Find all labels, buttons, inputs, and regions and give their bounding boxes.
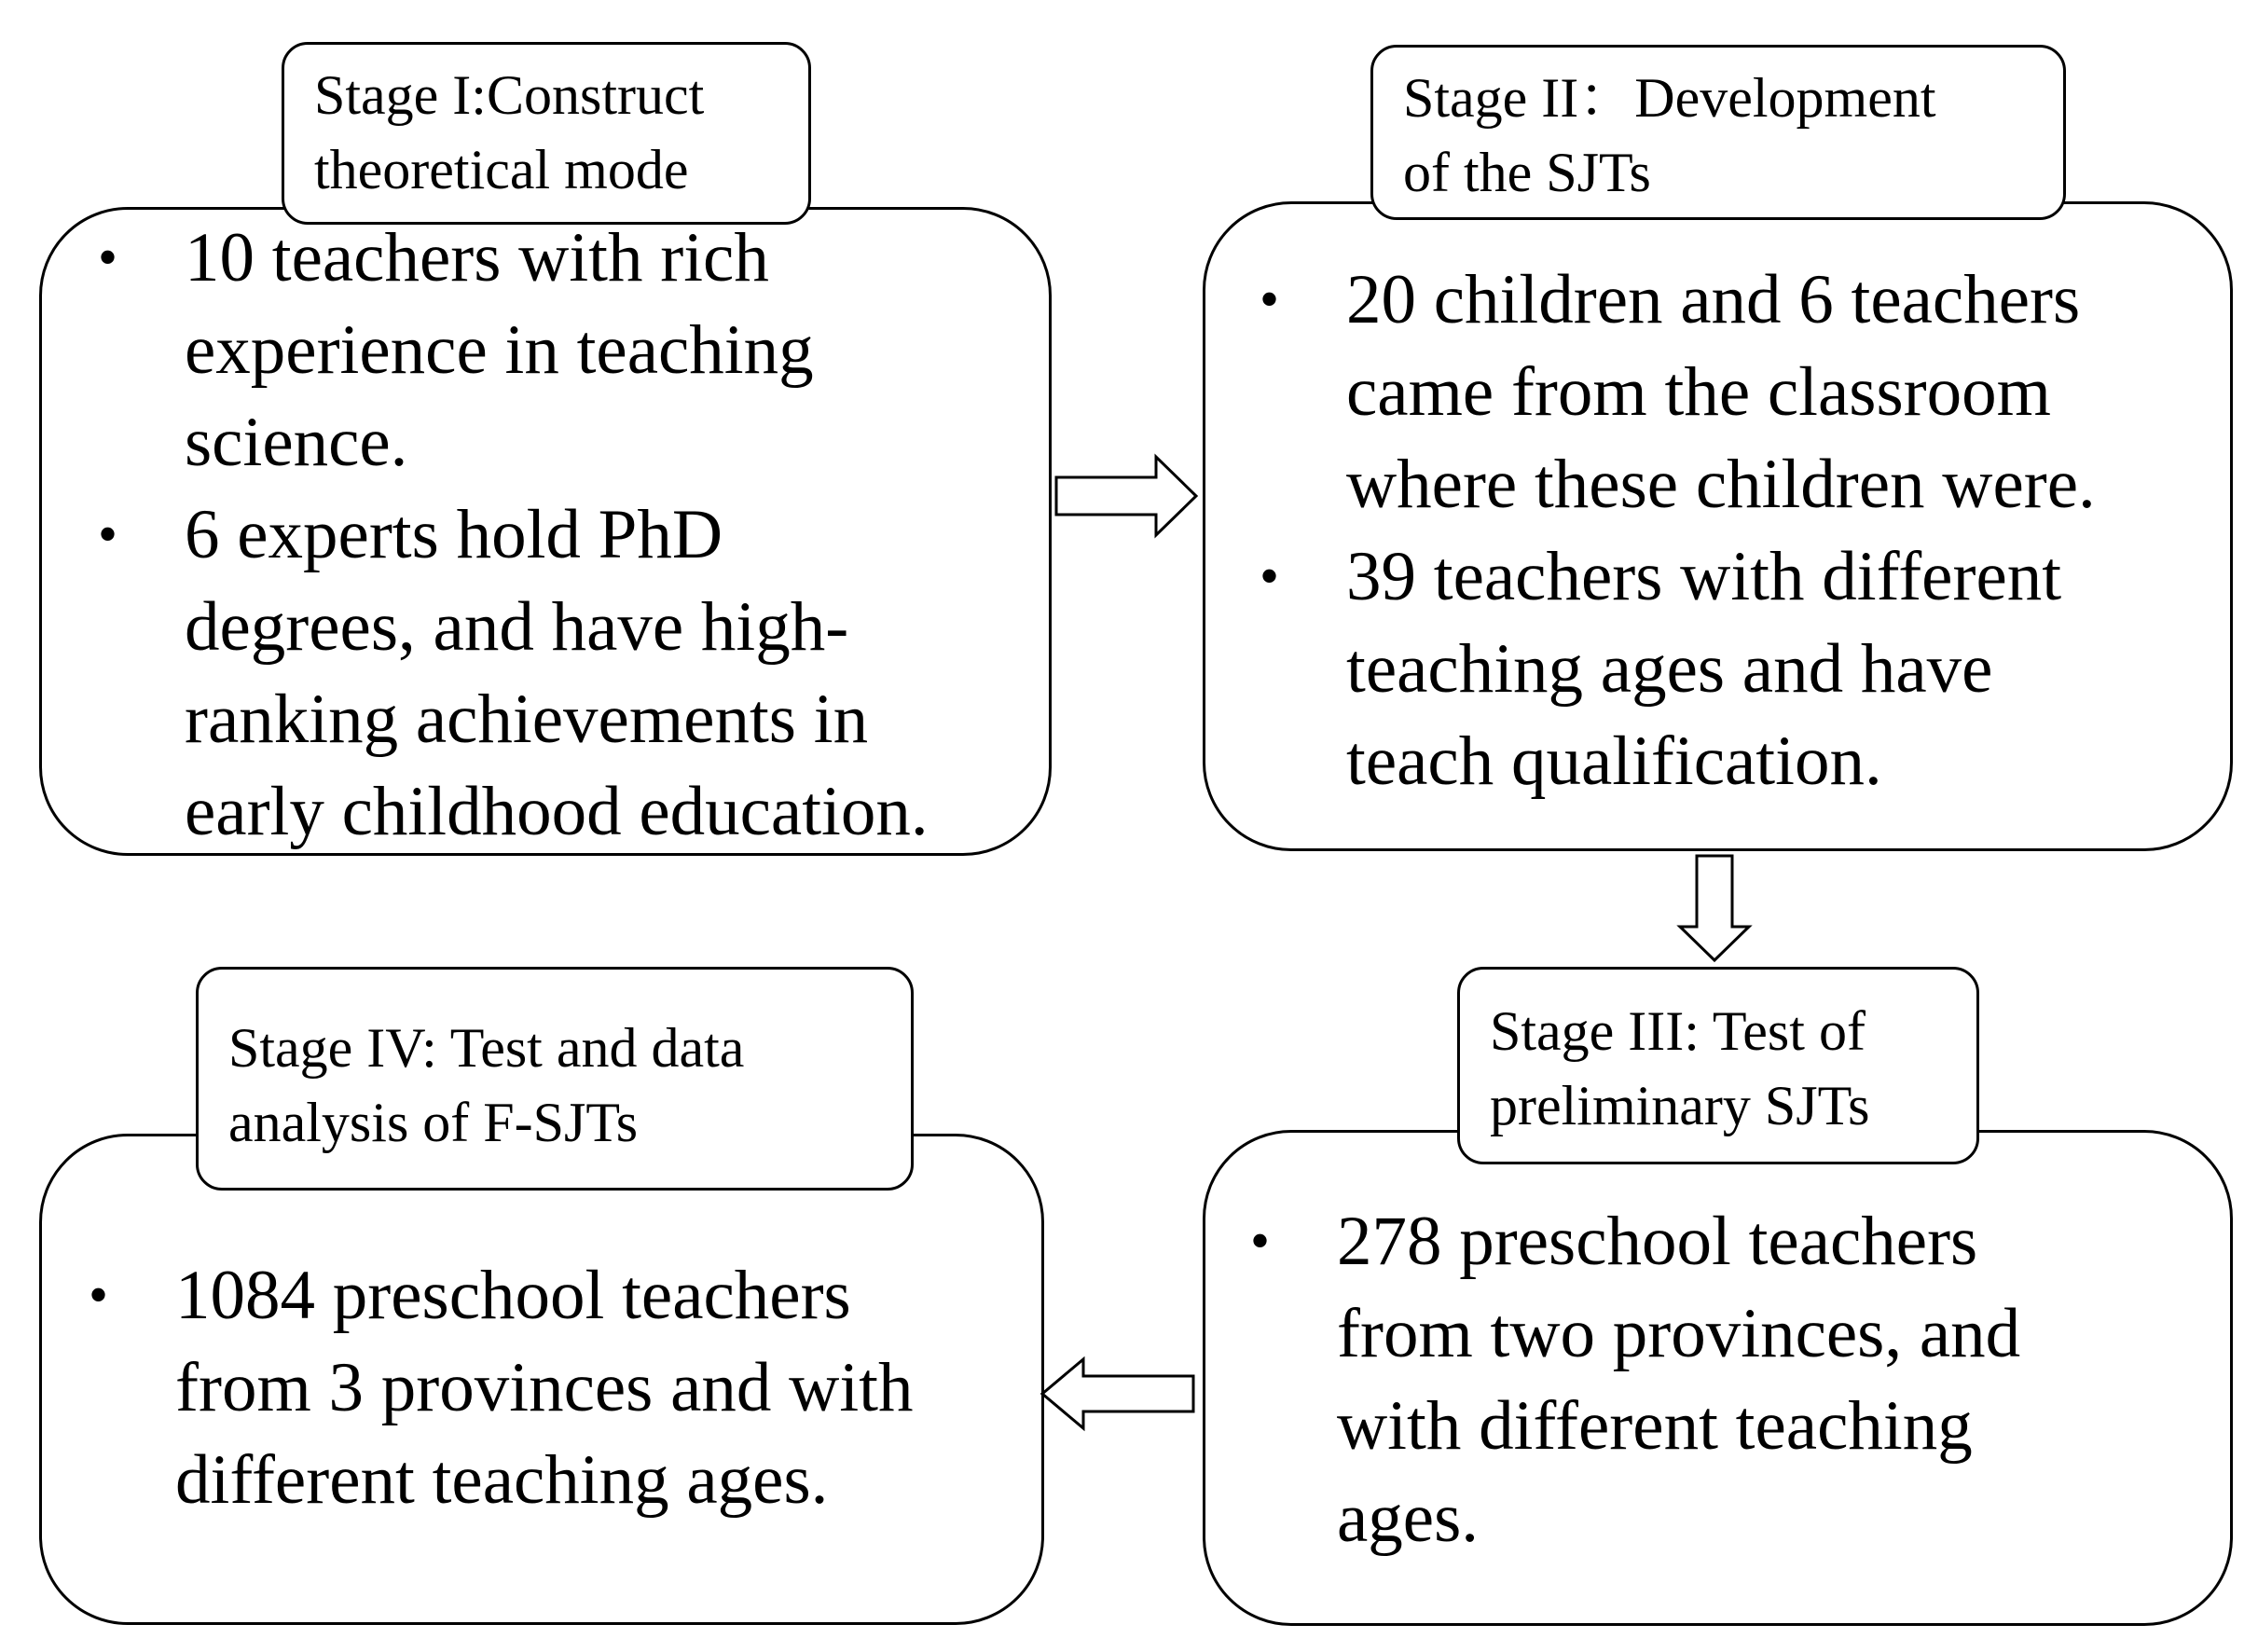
bullet-text: 10 teachers with rich experience in teaching science. — [185, 219, 814, 481]
stage-1-bullets — [56, 212, 929, 858]
bullet-item — [1218, 254, 2096, 530]
stage-2-title-line-1: Stage II：Development — [1403, 67, 1936, 129]
stage-3-title-line-2: preliminary SJTs — [1490, 1075, 1870, 1136]
bullet-item — [56, 212, 929, 489]
stage-4-title-line-1: Stage IV: Test and data — [228, 1017, 745, 1079]
stage-1-title — [282, 42, 811, 225]
bullet-item — [1218, 530, 2096, 807]
bullet-dot-icon: • — [98, 227, 118, 288]
bullet-text: 6 experts hold PhD degrees, and have high- ranking achievements in early childhood education. — [185, 496, 929, 850]
bullet-item — [56, 489, 929, 858]
stage-2-bullets — [1218, 254, 2096, 807]
stage-4-title — [196, 967, 914, 1191]
stage-1-title-line-2: theoretical mode — [314, 139, 689, 200]
bullet-item — [1208, 1195, 2020, 1564]
arrow-left-icon — [1042, 1359, 1193, 1428]
arrow-down-icon — [1680, 856, 1749, 960]
stage-4-title-line-2: analysis of F-SJTs — [228, 1092, 639, 1153]
bullet-dot-icon: • — [1260, 268, 1280, 330]
bullet-text: 20 children and 6 teachers came from the classroom where these children were. — [1346, 261, 2096, 523]
bullet-dot-icon: • — [1260, 545, 1280, 607]
stage-3-title — [1457, 967, 1979, 1164]
stage-2-title — [1370, 45, 2066, 220]
stage-2-title-line-2: of the SJTs — [1403, 142, 1651, 203]
stage-1-title-line-1: Stage I:Construct — [314, 64, 705, 126]
stage-3-bullets — [1208, 1195, 2020, 1564]
stage-4-bullets — [47, 1249, 914, 1526]
bullet-text: 1084 preschool teachers from 3 provinces and with different teaching ages. — [175, 1257, 914, 1519]
arrow-right-icon — [1056, 457, 1196, 535]
stage-3-title-line-1: Stage III: Test of — [1490, 1000, 1866, 1062]
bullet-text: 278 preschool teachers from two provinces, and with different teaching ages. — [1337, 1203, 2021, 1557]
bullet-item — [47, 1249, 914, 1526]
bullet-text: 39 teachers with different teaching ages and have teach qualification. — [1346, 538, 2062, 800]
bullet-dot-icon: • — [98, 503, 118, 565]
bullet-dot-icon: • — [89, 1264, 109, 1326]
bullet-dot-icon: • — [1250, 1210, 1271, 1272]
